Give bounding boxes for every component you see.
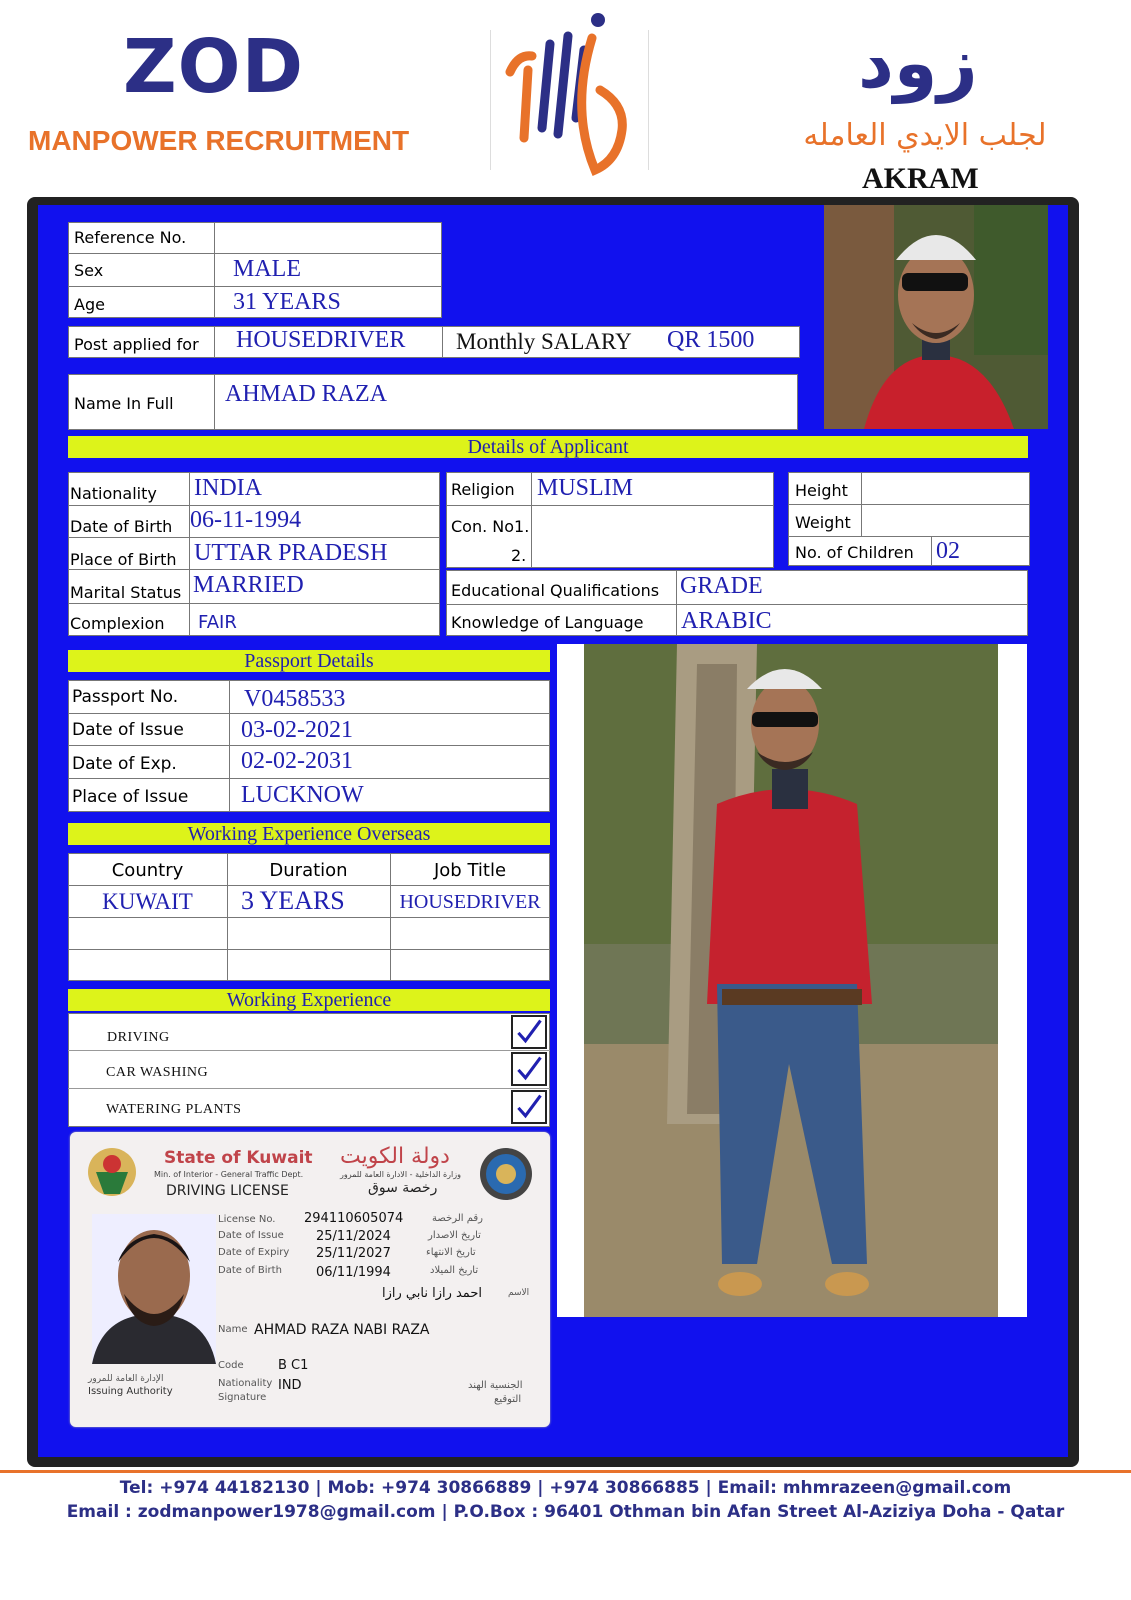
experience-title: Working Experience (226, 989, 392, 1011)
passport-exp-value: 02-02-2031 (241, 748, 353, 774)
checkmark-icon (511, 1090, 547, 1124)
dob-value: 06-11-1994 (190, 507, 302, 533)
weight-label: Weight (795, 513, 851, 532)
religion-value: MUSLIM (537, 475, 634, 501)
footer-divider (0, 1470, 1131, 1473)
license-birth-ar: تاريخ الميلاد (430, 1265, 479, 1276)
overseas-row-country: KUWAIT (102, 889, 193, 914)
license-title-en: DRIVING LICENSE (166, 1183, 289, 1199)
nationality-value: INDIA (194, 475, 262, 501)
license-state-en: State of Kuwait (164, 1148, 313, 1168)
reference-label: Reference No. (74, 228, 187, 247)
license-no-label: License No. (218, 1214, 276, 1225)
license-birth-label: Date of Birth (218, 1265, 282, 1276)
marital-value: MARRIED (193, 572, 304, 598)
experience-band (68, 989, 550, 1011)
license-expiry-value: 25/11/2027 (316, 1246, 391, 1261)
overseas-header-country: Country (111, 860, 184, 881)
license-issue-label: Date of Issue (218, 1230, 284, 1241)
salary-value: QR 1500 (667, 327, 755, 353)
complexion-value: FAIR (198, 612, 237, 633)
license-issue-ar: تاريخ الاصدار (428, 1230, 481, 1241)
license-ministry-en: Min. of Interior - General Traffic Dept. (154, 1170, 304, 1179)
passport-exp-label: Date of Exp. (72, 754, 177, 774)
license-birth-value: 06/11/1994 (316, 1265, 391, 1280)
language-value: ARABIC (681, 608, 772, 634)
complexion-label: Complexion (70, 614, 165, 633)
license-nationality-ar: الجنسية الهند (468, 1380, 523, 1391)
children-value: 02 (936, 538, 960, 564)
license-nationality-label: Nationality (218, 1378, 273, 1389)
passport-title: Passport Details (244, 650, 374, 672)
details-band (68, 436, 1028, 458)
religion-label: Religion (451, 480, 515, 499)
post-value: HOUSEDRIVER (236, 327, 406, 353)
nationality-label: Nationality (70, 484, 157, 503)
license-name-ar-label: الاسم (508, 1288, 530, 1298)
experience-item-watering: WATERING PLANTS (106, 1102, 242, 1117)
license-name-label: Name (218, 1324, 248, 1335)
overseas-header-duration: Duration (269, 860, 348, 881)
footer-address-line: Email : zodmanpower1978@gmail.com | P.O.Box : 96401 Othman bin Afan Street Al-Aziziya Doha - Qatar (66, 1502, 1065, 1522)
passport-place-value: LUCKNOW (241, 782, 364, 808)
license-no-ar: رقم الرخصة (432, 1213, 484, 1224)
name-label: Name In Full (74, 394, 174, 413)
age-label: Age (74, 295, 105, 314)
marital-label: Marital Status (70, 583, 182, 602)
pob-label: Place of Birth (70, 550, 177, 569)
passport-issue-value: 03-02-2021 (241, 717, 353, 743)
language-label: Knowledge of Language (451, 613, 644, 632)
license-authority-label: Issuing Authority (88, 1386, 173, 1397)
overseas-row-job: HOUSEDRIVER (399, 891, 541, 913)
license-state-ar: دولة الكويت (340, 1144, 450, 1169)
age-value: 31 YEARS (233, 289, 341, 315)
overseas-title: Working Experience Overseas (187, 823, 431, 845)
license-nationality-value: IND (278, 1378, 302, 1393)
agent-name: AKRAM (862, 162, 979, 195)
license-photo (92, 1214, 216, 1364)
sex-value: MALE (233, 256, 301, 282)
experience-item-driving: DRIVING (107, 1030, 170, 1045)
zod-logo-icon (500, 10, 640, 185)
portrait-photo (824, 205, 1048, 429)
passport-no-value: V0458533 (244, 686, 346, 712)
experience-item-car-washing: CAR WASHING (106, 1065, 209, 1080)
brand-subtitle-arabic: لجلب الايدي العامله (803, 118, 1047, 153)
checkmark-icon (511, 1015, 547, 1049)
dob-label: Date of Birth (70, 517, 173, 536)
footer-contact-line: Tel: +974 44182130 | Mob: +974 30866889 | +974 30866885 | Email: mhmrazeen@gmail.com (119, 1478, 1012, 1498)
license-expiry-label: Date of Expiry (218, 1247, 290, 1258)
license-name-value: AHMAD RAZA NABI RAZA (254, 1322, 430, 1338)
license-name-ar: احمد رازا نابي رازا (382, 1286, 482, 1301)
education-value: GRADE (680, 573, 763, 599)
license-signature-label: Signature (218, 1392, 267, 1403)
checkmark-icon (511, 1052, 547, 1086)
license-code-value: B C1 (278, 1358, 309, 1373)
passport-issue-label: Date of Issue (72, 720, 184, 740)
full-body-photo (557, 644, 1027, 1317)
passport-no-label: Passport No. (72, 687, 179, 707)
overseas-row-duration: 3 YEARS (241, 886, 345, 915)
license-title-ar: رخصة سوق (368, 1180, 438, 1196)
passport-place-label: Place of Issue (72, 787, 189, 807)
name-row (68, 374, 798, 430)
license-expiry-ar: تاريخ الانتهاء (426, 1247, 476, 1258)
brand-name-arabic: زود (858, 22, 978, 104)
kuwait-emblem-icon (84, 1144, 140, 1204)
sex-label: Sex (74, 261, 104, 280)
driving-license-card (70, 1132, 550, 1427)
passport-band (68, 650, 550, 672)
pob-value: UTTAR PRADESH (194, 540, 388, 566)
brand-name: ZOD (123, 24, 304, 110)
salary-label: Monthly SALARY (456, 329, 632, 354)
overseas-header-job: Job Title (433, 860, 507, 881)
height-label: Height (795, 481, 848, 500)
license-no-value: 294110605074 (304, 1211, 404, 1226)
license-authority-ar: الإدارة العامة للمرور (88, 1374, 164, 1384)
education-label: Educational Qualifications (451, 581, 660, 600)
overseas-band (68, 823, 550, 845)
license-signature-ar: التوقيع (494, 1394, 522, 1405)
name-value: AHMAD RAZA (225, 381, 387, 407)
post-label: Post applied for (74, 335, 199, 354)
children-label: No. of Children (795, 543, 914, 562)
license-code-label: Code (218, 1360, 244, 1371)
contact1-label: Con. No1. (451, 517, 530, 536)
contact2-label: 2. (511, 546, 527, 565)
license-ministry-ar: وزارة الداخلية - الادارة العامة للمرور (340, 1170, 461, 1179)
brand-subtitle: MANPOWER RECRUITMENT (28, 125, 410, 156)
license-issue-value: 25/11/2024 (316, 1229, 391, 1244)
details-title: Details of Applicant (467, 436, 629, 458)
gcc-emblem-icon (478, 1146, 534, 1202)
